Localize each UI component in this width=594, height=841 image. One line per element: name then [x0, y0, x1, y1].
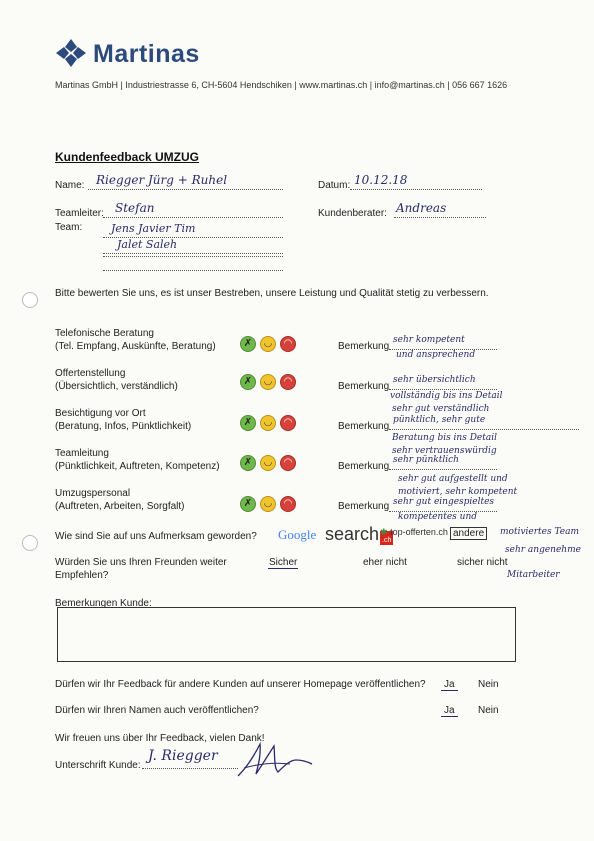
rating-5-comment-2: kompetentes und — [398, 512, 478, 522]
publish-no-option[interactable] — [478, 679, 499, 690]
rating-2-subtitle: (Übersichtlich, verständlich) — [55, 381, 178, 392]
team-value-2: Jalet Saleh — [117, 238, 178, 251]
signature-value: J. Riegger — [148, 748, 218, 764]
signature-label: Unterschrift Kunde: — [55, 760, 141, 771]
source-topofferten-option[interactable] — [380, 527, 448, 538]
rating-5-bad-option[interactable]: ◠ — [280, 496, 296, 512]
rating-2-comment-2: vollständig bis ins Detail — [390, 391, 503, 401]
rating-1-good-option[interactable]: ✗ — [240, 336, 256, 352]
kunde-comments-label: Bemerkungen Kunde: — [55, 598, 152, 609]
publish-yes-option[interactable] — [441, 679, 458, 691]
datum-field[interactable] — [350, 173, 482, 190]
rating-4-comment-1: sehr pünktlich — [393, 455, 459, 465]
rating-1-neutral-option[interactable]: ◡ — [260, 336, 276, 352]
rating-1-smileys — [240, 336, 296, 352]
rating-2-smileys — [240, 374, 296, 390]
rating-4-neutral-option[interactable]: ◡ — [260, 455, 276, 471]
recommend-sicher-option[interactable] — [268, 557, 298, 569]
rating-1-comment-field[interactable] — [389, 335, 497, 350]
rating-1-bad-option[interactable]: ◠ — [280, 336, 296, 352]
rating-2-bemerkung-label: Bemerkung — [338, 381, 390, 392]
recommend-eher-nicht-label: eher nicht — [363, 557, 407, 568]
rating-4-bad-option[interactable]: ◠ — [280, 455, 296, 471]
publish-yes-label: Ja — [444, 679, 455, 690]
name-publish-yes-label: Ja — [444, 705, 455, 716]
rating-5-bemerkung-label: Bemerkung — [338, 501, 390, 512]
intro-text: Bitte bewerten Sie uns, es ist unser Bestreben, unsere Leistung und Qualität stetig zu verbessern. — [55, 288, 489, 299]
rating-4-good-option[interactable]: ✗ — [240, 455, 256, 471]
rating-2-comment-3: sehr gut verständlich — [392, 404, 490, 414]
rating-2-comment-field[interactable] — [389, 375, 497, 390]
kundenberater-field[interactable] — [394, 201, 486, 218]
rating-2-title: Offertenstellung — [55, 368, 126, 379]
rating-3-title: Besichtigung vor Ort — [55, 408, 146, 419]
publish-no-label: Nein — [478, 679, 499, 690]
rating-2-neutral-option[interactable]: ◡ — [260, 374, 276, 390]
rating-3-bad-option[interactable]: ◠ — [280, 415, 296, 431]
recommend-sicher-nicht-option[interactable] — [457, 557, 508, 568]
search-logo-icon: search — [325, 524, 380, 544]
rating-1-title: Telefonische Beratung — [55, 328, 154, 339]
team-label: Team: — [55, 222, 83, 233]
rating-3-subtitle: (Beratung, Infos, Pünktlichkeit) — [55, 421, 192, 432]
publish-question: Dürfen wir Ihr Feedback für andere Kunden auf unserer Homepage veröffentlichen? — [55, 679, 426, 690]
rating-2-bad-option[interactable]: ◠ — [280, 374, 296, 390]
team-field-1[interactable] — [103, 223, 283, 238]
rating-3-comment-1: pünktlich, sehr gute — [393, 415, 486, 425]
name-label: Name: — [55, 180, 85, 191]
rating-3-good-option[interactable]: ✗ — [240, 415, 256, 431]
kundenberater-value: Andreas — [396, 201, 447, 215]
rating-3-comment-field[interactable] — [389, 415, 579, 430]
rating-4-comment-field[interactable] — [389, 455, 497, 470]
source-andere-option[interactable] — [450, 527, 487, 540]
rating-4-title: Teamleitung — [55, 448, 109, 459]
teamleiter-label: Teamleiter: — [55, 208, 104, 219]
team-value-1: Jens Javier Tim — [111, 222, 196, 235]
name-field[interactable] — [88, 173, 283, 190]
rating-5-smileys — [240, 496, 296, 512]
name-value: Riegger Jürg + Ruhel — [96, 173, 228, 187]
datum-value: 10.12.18 — [354, 173, 408, 187]
rating-3-neutral-option[interactable]: ◡ — [260, 415, 276, 431]
rating-5-title: Umzugspersonal — [55, 488, 131, 499]
thanks-text: Wir freuen uns über Ihr Feedback, vielen Dank! — [55, 733, 265, 744]
rating-5-good-option[interactable]: ✗ — [240, 496, 256, 512]
star-icon: ✱ — [380, 527, 388, 537]
rating-1-bemerkung-label: Bemerkung — [338, 341, 390, 352]
rating-3-bemerkung-label: Bemerkung — [338, 421, 390, 432]
name-publish-yes-option[interactable] — [441, 705, 458, 717]
teamleiter-field[interactable] — [103, 201, 283, 218]
rating-2-good-option[interactable]: ✗ — [240, 374, 256, 390]
brand-name: Martinas — [93, 40, 200, 68]
recommend-note-2: Mitarbeiter — [507, 570, 560, 580]
rating-2-comment-1: sehr übersichtlich — [393, 375, 476, 385]
rating-3-smileys — [240, 415, 296, 431]
datum-label: Datum: — [318, 180, 351, 191]
recommend-sicher-nicht-label: sicher nicht — [457, 557, 508, 568]
rating-4-bemerkung-label: Bemerkung — [338, 461, 390, 472]
name-publish-question: Dürfen wir Ihren Namen auch veröffentlichen? — [55, 705, 259, 716]
rating-5-comment-field[interactable] — [389, 497, 497, 512]
rating-4-comment-2: sehr gut aufgestellt und — [398, 474, 508, 484]
name-publish-no-label: Nein — [478, 705, 499, 716]
name-publish-no-option[interactable] — [478, 705, 499, 716]
team-field-3[interactable] — [103, 255, 283, 257]
rating-5-subtitle: (Auftreten, Arbeiten, Sorgfalt) — [55, 501, 185, 512]
kundenberater-label: Kundenberater: — [318, 208, 387, 219]
rating-4-subtitle: (Pünktlichkeit, Auftreten, Kompetenz) — [55, 461, 220, 472]
recommend-question-line2: Empfehlen? — [55, 570, 109, 581]
recommend-sicher-label: Sicher — [269, 557, 298, 568]
google-logo-icon: Google — [278, 527, 317, 542]
punch-hole-bottom — [22, 535, 38, 551]
rating-3-comment-2: Beratung bis ins Detail — [392, 433, 497, 443]
rating-5-comment-3: motiviertes Team — [500, 527, 579, 537]
recommend-eher-nicht-option[interactable] — [363, 557, 407, 568]
rating-1-subtitle: (Tel. Empfang, Auskünfte, Beratung) — [55, 341, 216, 352]
search-ch-badge: .ch — [380, 531, 393, 545]
rating-1-comment-1: sehr kompetent — [393, 335, 465, 345]
rating-3-comment-3: sehr vertrauenswürdig — [392, 446, 497, 456]
teamleiter-value: Stefan — [115, 201, 155, 215]
recommend-question-line1: Würden Sie uns Ihren Freunden weiter — [55, 557, 227, 568]
signature-field[interactable] — [142, 748, 238, 769]
rating-4-smileys — [240, 455, 296, 471]
rating-5-neutral-option[interactable]: ◡ — [260, 496, 276, 512]
team-field-2[interactable] — [103, 239, 283, 254]
topofferten-label: top-offerten.ch — [390, 527, 448, 537]
team-field-4[interactable] — [103, 269, 283, 271]
punch-hole-top — [22, 292, 38, 308]
rating-5-comment-1: sehr gut eingespieltes — [393, 497, 495, 507]
rating-1-comment-2: und ansprechend — [396, 350, 476, 360]
signature-scribble-icon — [234, 738, 314, 785]
form-title: Kundenfeedback UMZUG — [55, 150, 200, 164]
kunde-comments-textarea[interactable] — [57, 607, 516, 662]
andere-label: andere — [453, 528, 485, 539]
source-google-option[interactable] — [278, 527, 316, 543]
recommend-note-1: sehr angenehme — [505, 545, 581, 555]
source-question: Wie sind Sie auf uns Aufmerksam geworden? — [55, 531, 257, 542]
logo-icon — [55, 38, 87, 73]
rating-4-comment-3: motiviert, sehr kompetent — [398, 487, 518, 497]
contact-line: Martinas GmbH | Industriestrasse 6, CH-5604 Hendschiken | www.martinas.ch | info@martinas.ch | 056 667 1626 — [55, 80, 508, 90]
